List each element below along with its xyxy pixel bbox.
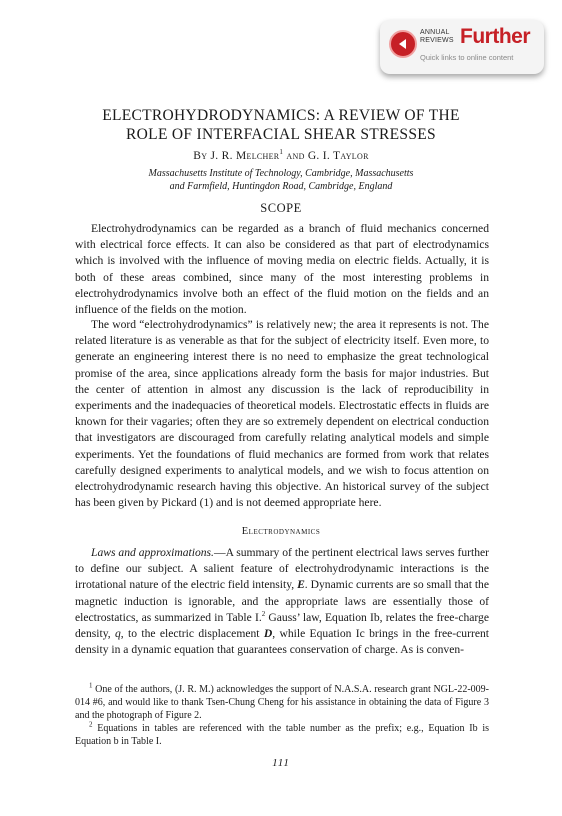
badge-further-label: Further <box>460 25 530 48</box>
paragraph-1 <box>75 221 489 318</box>
symbol-q: q <box>114 627 121 641</box>
footnote-1-mark: 1 <box>89 681 93 690</box>
badge-annual-reviews-label: ANNUAL REVIEWS <box>420 29 454 44</box>
footnote-mark-2[interactable]: 2 <box>261 609 266 618</box>
paragraph-2 <box>75 317 489 511</box>
footnote-2-text: Equations in tables are referenced with the table number as the prefix; e.g., Equation Ib is Equation b in Table I. <box>75 723 489 747</box>
symbol-E: E <box>297 578 305 592</box>
by-label: By <box>193 150 211 162</box>
paragraph-3: Laws and approximations.—A summary of the pertinent electrical laws serves further to define our subject. A salient feature of electrohydrodynamic interactions is the irrotational nature of the electric field intensity, E. Dynamic currents are so small that the magnetic induction is ignorable, and the appropriate laws are essentially those of electrostatics, as summarized in Table I.$^2$ Gauss’ law, Equation Ib, relates the free-charge density, q, to the electric displacement D, while Equation Ic brings in the free-current density in a dynamic equation that guarantees conservation of charge. As is conven- <box>75 546 490 657</box>
author-1: J. R. Melcher <box>210 150 280 162</box>
footnote-2 <box>75 722 489 748</box>
play-arrow-icon <box>389 30 417 58</box>
author-line <box>60 150 502 162</box>
article-title-line-1: ELECTROHYDRODYNAMICS: A REVIEW OF THE <box>102 107 460 124</box>
footnote-1 <box>75 683 489 722</box>
badge-subtitle: Quick links to online content <box>420 53 514 62</box>
section-heading-electrodynamics: Electrodynamics <box>241 526 321 537</box>
article-title-line-2: ROLE OF INTERFACIAL SHEAR STRESSES <box>126 126 436 143</box>
paragraph-1-text: Electrohydrodynamics can be regarded as a branch of fluid mechanics concerned with electrical force effects. It can also be considered as that part of electrodynamics which is involved with the influence of moving media on electric fields. Actually, it is both of these areas combined, since many of the most interesting problems in electrohydrodynamics involve both an effect of the fluid motion on the fields and an influence of the fields on the motion. <box>75 222 489 317</box>
and-label: and <box>283 150 308 162</box>
affiliation-line-1: Massachusetts Institute of Technology, Cambridge, Massachusetts <box>148 168 414 179</box>
paragraph-2-text: The word “electrohydrodynamics” is relatively new; the area it represents is not. The related literature is as venerable as that for the subject of electricity itself. Even more, to generate an engineering interest there is no need to emphasize the great technological promise of the area, since applications already form the basis for major industries. But the center of attention in almost any discussion is the lack of reproducibility in experiments and the inadequacies of theoretical models. Electrostatic effects in fluids are known for their vagaries; often they are so extremely dependent on electrical conduction that investigators are discouraged from carefully relating analytical models and simple experiments. Yet the foundations of fluid mechanics are formed from work that relates carefully designed experiments to analytical models, and we wish to focus attention on electrohydrodynamic research having this objective. An historical survey of the subject has been given by Pickard (1) and is not deemed appropriate here. <box>75 318 489 510</box>
scope-heading: SCOPE <box>260 201 302 215</box>
symbol-D: D <box>263 627 273 641</box>
footnote-2-mark: 2 <box>89 720 93 729</box>
author-2: G. I. Taylor <box>307 150 369 162</box>
affiliation-line-2: and Farmfield, Huntingdon Road, Cambridge, England <box>169 181 393 192</box>
footnote-1-text: One of the authors, (J. R. M.) acknowledges the support of N.A.S.A. research grant NGL-22-009-014 #6, and would like to thank Tsen-Chung Cheng for his assistance in obtaining the data of Figure 3 and the photograph of Figure 2. <box>75 684 489 721</box>
annual-reviews-further-badge[interactable] <box>380 20 544 74</box>
paragraph-3-lead: Laws and approximations. <box>91 546 214 559</box>
page-number: 111 <box>272 757 290 769</box>
footnote-mark-1[interactable]: 1 <box>279 148 284 157</box>
